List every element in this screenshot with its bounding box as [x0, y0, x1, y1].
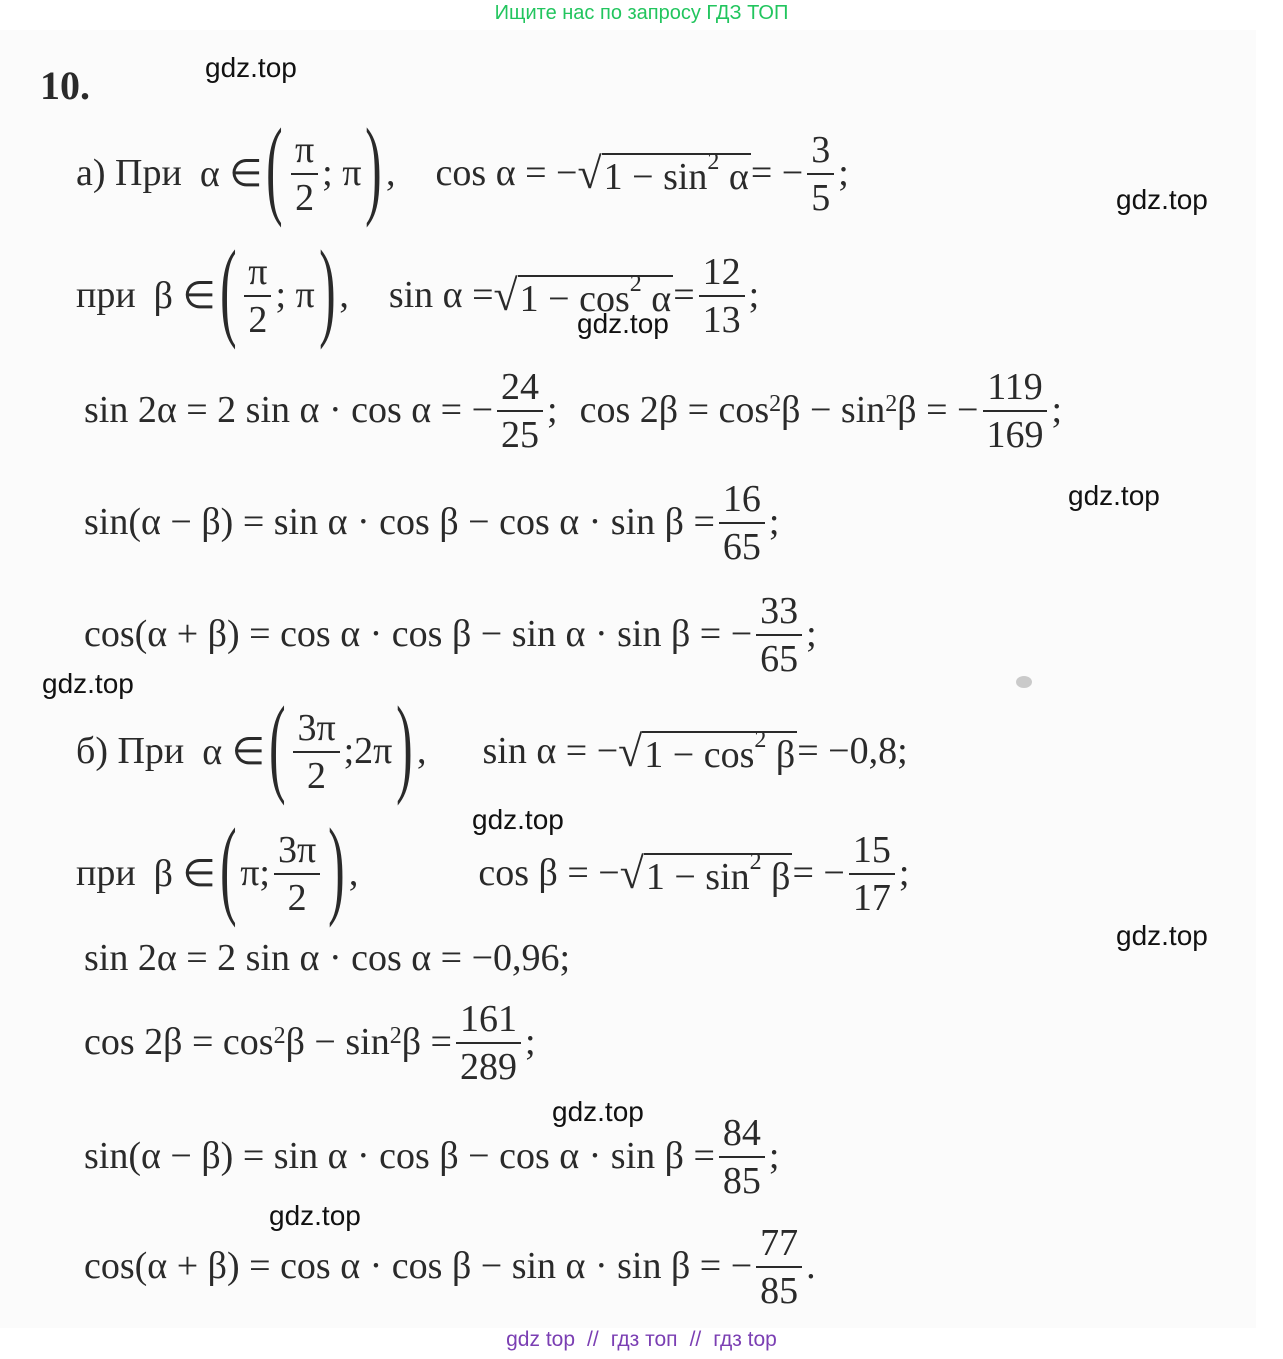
comma: ,: [348, 852, 359, 894]
terminator: ;: [1051, 389, 1063, 431]
cos-2b-mid: β − sin: [781, 389, 886, 431]
denominator: 85: [722, 1160, 761, 1202]
problem-number: 10.: [40, 63, 90, 108]
cos-2b-end: β = −: [897, 389, 979, 431]
terminator: ;: [838, 152, 849, 194]
denominator: 85: [760, 1270, 799, 1312]
sin-diff-lhs: sin(α − β) = sin α · cos β − cos α · sin β =: [84, 501, 715, 543]
open-paren: (: [219, 806, 237, 928]
terminator: ;: [768, 1135, 780, 1177]
footer-link-gdz-top[interactable]: gdz top: [506, 1328, 576, 1351]
fraction: [244, 251, 271, 339]
watermark: gdz.top: [205, 52, 297, 83]
interval-end: ;2π: [343, 730, 393, 772]
watermark: gdz.top: [552, 1096, 644, 1127]
denominator: 289: [459, 1046, 517, 1088]
part-a-line-3: [84, 366, 1062, 454]
denominator: 13: [702, 299, 741, 341]
radicand: 1 − sin: [603, 155, 708, 198]
exponent: 2: [707, 148, 720, 175]
comma: ,: [339, 274, 349, 316]
terminator: ;: [898, 852, 910, 894]
open-paren: (: [219, 228, 237, 350]
scan-speck: [1016, 676, 1032, 688]
terminator: ;: [748, 274, 760, 316]
numerator: 12: [699, 251, 745, 297]
watermark: gdz.top: [269, 1200, 361, 1231]
watermark: gdz.top: [1068, 480, 1160, 511]
interval-start: π;: [240, 852, 270, 894]
numerator: 3π: [293, 707, 339, 753]
square-root: √ $1 - \cos^2 \alpha$: [493, 270, 672, 320]
denominator: 2: [295, 177, 315, 219]
denominator: 169: [986, 414, 1044, 456]
terminator: ;: [524, 1021, 536, 1063]
part-a-line-4: [84, 478, 779, 566]
part-a-line-1: [76, 106, 849, 228]
radicand-tail: α: [719, 155, 749, 198]
cos-beta-lhs: cos β = −: [478, 852, 620, 894]
cos-2b-lhs: cos 2β = cos: [579, 389, 770, 431]
numerator: 77: [756, 1222, 802, 1268]
open-paren: (: [268, 684, 286, 806]
part-a-line-2: [76, 228, 760, 350]
numerator: 3: [807, 129, 834, 175]
radicand: 1 − sin: [645, 855, 750, 898]
open-paren: (: [266, 106, 283, 228]
sin-2a: sin 2α = 2 sin α · cos α = −0,96;: [84, 937, 571, 979]
square-root: √ $1 - \sin^2 \beta$: [619, 848, 791, 898]
square-root: √ $1 - \sin^2 \alpha$: [577, 148, 749, 198]
denominator: 65: [722, 526, 761, 568]
exponent: 2: [885, 390, 898, 417]
footer-separator: //: [587, 1328, 599, 1351]
part-b-line-2: [76, 806, 910, 928]
numerator: 161: [456, 998, 521, 1044]
terminator: ;: [768, 501, 780, 543]
numerator: 15: [849, 829, 895, 875]
in-symbol: α ∈: [202, 730, 265, 773]
fraction: [719, 478, 765, 566]
equals: = −: [750, 152, 804, 194]
fraction: [497, 366, 543, 454]
exponent: 2: [273, 1022, 286, 1049]
watermark: gdz.top: [1116, 184, 1208, 215]
exponent: 2: [389, 1022, 402, 1049]
cos-sum-lhs: cos(α + β) = cos α · cos β − sin α · sin β = −: [84, 1245, 753, 1287]
fraction: [849, 829, 895, 917]
fraction: [756, 1222, 802, 1310]
fraction: [756, 590, 802, 678]
part-b-line-4: [84, 998, 536, 1086]
numerator: 24: [497, 366, 543, 412]
radicand-tail: α: [641, 277, 672, 320]
denominator: 65: [760, 638, 799, 680]
exponent: 2: [749, 848, 762, 875]
sin-alpha-lhs: sin α =: [388, 274, 494, 316]
sin-2a-lhs: sin 2α = 2 sin α · cos α = −: [84, 389, 494, 431]
part-b-line-3: [84, 936, 570, 980]
radicand: 1 − cos: [644, 733, 755, 776]
exponent: 2: [754, 726, 767, 753]
denominator: 2: [307, 755, 327, 797]
terminator: ;: [547, 389, 558, 431]
part-b-line-1: [76, 684, 908, 806]
sin-alpha-lhs: sin α = −: [482, 730, 619, 772]
beta-label: при: [76, 274, 136, 316]
part-b-line-6: [84, 1222, 816, 1310]
numerator: π: [244, 251, 271, 297]
cos-sum-lhs: cos(α + β) = cos α · cos β − sin α · sin β = −: [84, 613, 753, 655]
denominator: 17: [852, 877, 891, 919]
footer-link-gdz-top-mixed[interactable]: гдз top: [713, 1328, 777, 1351]
fraction: [456, 998, 521, 1086]
numerator: 16: [719, 478, 765, 524]
part-b-line-5: [84, 1112, 779, 1200]
close-paren: ): [318, 228, 336, 350]
interval-end: ; π: [322, 152, 362, 194]
close-paren: ): [396, 684, 413, 806]
exponent: 2: [629, 270, 642, 297]
interval-end: ; π: [275, 274, 315, 316]
denominator: 2: [248, 299, 268, 341]
radicand-tail: β: [766, 733, 796, 776]
terminator: ;: [806, 613, 817, 655]
fraction: [291, 129, 318, 217]
footer-separator: //: [689, 1328, 702, 1351]
watermark: gdz.top: [1116, 920, 1208, 951]
watermark: gdz.top: [472, 804, 564, 835]
fraction: [293, 707, 339, 795]
cos-2b-end: β =: [401, 1021, 452, 1063]
cos-2b-mid: β − sin: [285, 1021, 390, 1063]
radicand-tail: β: [761, 855, 791, 898]
equals: =: [673, 274, 695, 316]
cos-2b-lhs: cos 2β = cos: [84, 1021, 274, 1063]
part-a-line-5: [84, 590, 817, 678]
numerator: 119: [983, 366, 1047, 412]
in-symbol: α ∈: [199, 152, 263, 195]
equals: = −: [792, 852, 845, 894]
cos-alpha-lhs: cos α = −: [435, 152, 578, 194]
denominator: 2: [287, 877, 307, 919]
comma: ,: [417, 730, 427, 772]
radicand: 1 − cos: [519, 277, 630, 320]
fraction: [719, 1112, 765, 1200]
fraction: [274, 829, 320, 917]
denominator: 25: [501, 414, 540, 456]
part-a-label: а) При: [76, 152, 182, 194]
denominator: 5: [811, 177, 831, 219]
watermark: gdz.top: [577, 308, 669, 339]
exponent: 2: [769, 390, 782, 417]
close-paren: ): [328, 806, 345, 928]
beta-label: при: [76, 852, 136, 894]
comma: ,: [386, 152, 396, 194]
close-paren: ): [365, 106, 382, 228]
fraction: [983, 366, 1048, 454]
numerator: 33: [756, 590, 802, 636]
search-banner[interactable]: Ищите нас по запросу ГДЗ ТОП: [494, 2, 789, 24]
square-root: √ $1 - \cos^2 \beta$: [618, 726, 796, 776]
watermark: gdz.top: [42, 668, 134, 699]
footer-link-gdz-top-ru[interactable]: гдз топ: [610, 1328, 678, 1351]
equals: = −0,8;: [797, 730, 908, 772]
in-symbol: β ∈: [153, 852, 216, 895]
fraction: [807, 129, 834, 217]
numerator: 84: [719, 1112, 765, 1158]
in-symbol: β ∈: [153, 274, 216, 317]
numerator: 3π: [274, 829, 320, 875]
footer-links: [0, 1328, 1283, 1352]
terminator: .: [806, 1245, 816, 1287]
sin-diff-lhs: sin(α − β) = sin α · cos β − cos α · sin β =: [84, 1135, 715, 1177]
fraction: [699, 251, 745, 339]
part-b-label: б) При: [76, 730, 185, 772]
numerator: π: [291, 129, 318, 175]
